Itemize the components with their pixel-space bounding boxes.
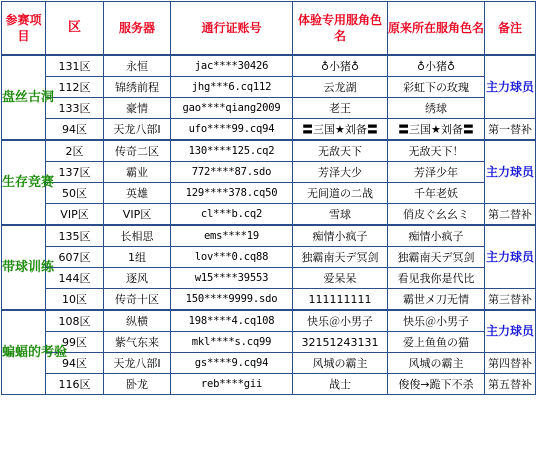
original-role-cell: 爱上鱼鱼の猫 <box>388 332 485 353</box>
trial-role-cell: 快乐＠小男子 <box>293 310 388 332</box>
server-cell: 1组 <box>104 247 171 268</box>
trial-role-cell: 云龙湖 <box>293 77 388 98</box>
trial-role-cell: 风城の霸主 <box>293 353 388 374</box>
account-cell: ufo****99.cq94 <box>171 119 293 141</box>
note-cell: 主力球员 <box>485 225 536 289</box>
trial-role-cell: 爱呆呆 <box>293 268 388 289</box>
note-cell: 第五替补 <box>485 374 536 395</box>
group-name: 带球训练 <box>2 225 46 310</box>
original-role-cell: 无敌天下！ <box>388 140 485 162</box>
note-cell: 第二替补 <box>485 204 536 226</box>
table-row <box>2 268 536 289</box>
table-row <box>2 374 536 395</box>
trial-role-cell: 32151243131 <box>293 332 388 353</box>
account-cell: reb****gii <box>171 374 293 395</box>
original-role-cell: ♁小猪♁ <box>388 55 485 77</box>
note-cell: 主力球员 <box>485 55 536 119</box>
original-role-cell: 千年老妖 <box>388 183 485 204</box>
server-cell: 传奇十区 <box>104 289 171 311</box>
account-cell: cl***b.cq2 <box>171 204 293 226</box>
header-area: 区 <box>46 2 104 56</box>
account-cell: jac****30426 <box>171 55 293 77</box>
group-name: 盘丝古洞 <box>2 55 46 140</box>
table-row <box>2 225 536 247</box>
original-role-cell: 看见我你是代比 <box>388 268 485 289</box>
area-cell: 131区 <box>46 55 104 77</box>
account-cell: 150****9999.sdo <box>171 289 293 311</box>
area-cell: 94区 <box>46 119 104 141</box>
original-role-cell: 彩虹下の玫瑰 <box>388 77 485 98</box>
original-role-cell: 俏皮ぐ幺幺ミ <box>388 204 485 226</box>
original-role-cell: 〓三国★刘备〓 <box>388 119 485 141</box>
original-role-cell: 独霸南天デ冥剑 <box>388 247 485 268</box>
trial-role-cell: 独霸南天デ冥剑 <box>293 247 388 268</box>
area-cell: 99区 <box>46 332 104 353</box>
original-role-cell: 绣球 <box>388 98 485 119</box>
server-cell: 永恒 <box>104 55 171 77</box>
account-cell: 198****4.cq108 <box>171 310 293 332</box>
table-row <box>2 183 536 204</box>
note-cell: 主力球员 <box>485 140 536 204</box>
server-cell: 天龙八部Ⅰ <box>104 119 171 141</box>
area-cell: 94区 <box>46 353 104 374</box>
group-name: 生存竞赛 <box>2 140 46 225</box>
area-cell: 50区 <box>46 183 104 204</box>
account-cell: 130****125.cq2 <box>171 140 293 162</box>
server-cell: 天龙八部Ⅰ <box>104 353 171 374</box>
note-cell: 第一替补 <box>485 119 536 141</box>
trial-role-cell: ♁小猪♁ <box>293 55 388 77</box>
trial-role-cell: 雪球 <box>293 204 388 226</box>
table-row <box>2 77 536 98</box>
header-row <box>2 2 536 56</box>
account-cell: w15****39553 <box>171 268 293 289</box>
table-row <box>2 98 536 119</box>
account-cell: jhg***6.cq112 <box>171 77 293 98</box>
header-group: 参赛项目 <box>2 2 46 56</box>
server-cell: 卧龙 <box>104 374 171 395</box>
account-cell: gao****qiang2009 <box>171 98 293 119</box>
trial-role-cell: 战士 <box>293 374 388 395</box>
area-cell: 10区 <box>46 289 104 311</box>
area-cell: 112区 <box>46 77 104 98</box>
trial-role-cell: 老王 <box>293 98 388 119</box>
server-cell: 纵横 <box>104 310 171 332</box>
area-cell: 137区 <box>46 162 104 183</box>
area-cell: 2区 <box>46 140 104 162</box>
area-cell: 108区 <box>46 310 104 332</box>
table-row <box>2 332 536 353</box>
area-cell: 144区 <box>46 268 104 289</box>
header-note: 备注 <box>485 2 536 56</box>
team-roster-table <box>1 1 536 395</box>
account-cell: 129****378.cq50 <box>171 183 293 204</box>
header-original-role: 原来所在服角色名 <box>388 2 485 56</box>
header-trial-role: 体验专用服角色名 <box>293 2 388 56</box>
trial-role-cell: 痴情小疯子 <box>293 225 388 247</box>
account-cell: mkl****s.cq99 <box>171 332 293 353</box>
trial-role-cell: 〓三国★刘备〓 <box>293 119 388 141</box>
account-cell: lov***0.cq88 <box>171 247 293 268</box>
trial-role-cell: 无间道の二战 <box>293 183 388 204</box>
account-cell: ems****19 <box>171 225 293 247</box>
table-row <box>2 289 536 311</box>
table-row <box>2 140 536 162</box>
server-cell: 霸业 <box>104 162 171 183</box>
table-row <box>2 119 536 141</box>
header-account: 通行证账号 <box>171 2 293 56</box>
original-role-cell: 快乐＠小男子 <box>388 310 485 332</box>
note-cell: 第四替补 <box>485 353 536 374</box>
server-cell: 长相思 <box>104 225 171 247</box>
server-cell: 豪情 <box>104 98 171 119</box>
server-cell: 紫气东来 <box>104 332 171 353</box>
account-cell: gs****9.cq94 <box>171 353 293 374</box>
table-row <box>2 353 536 374</box>
trial-role-cell: 芳泽大少 <box>293 162 388 183</box>
server-cell: 传奇二区 <box>104 140 171 162</box>
server-cell: 逐风 <box>104 268 171 289</box>
note-cell: 主力球员 <box>485 310 536 353</box>
server-cell: VIP区 <box>104 204 171 226</box>
area-cell: 116区 <box>46 374 104 395</box>
account-cell: 772****87.sdo <box>171 162 293 183</box>
table-row <box>2 247 536 268</box>
trial-role-cell: 111111111 <box>293 289 388 311</box>
area-cell: 135区 <box>46 225 104 247</box>
original-role-cell: 俊俊→跪下不杀 <box>388 374 485 395</box>
original-role-cell: 霸世メ刀无情 <box>388 289 485 311</box>
table-row <box>2 55 536 77</box>
header-server: 服务器 <box>104 2 171 56</box>
server-cell: 英雄 <box>104 183 171 204</box>
group-name: 蝙蝠的考验 <box>2 310 46 395</box>
table-row <box>2 310 536 332</box>
table-row <box>2 162 536 183</box>
server-cell: 锦绣前程 <box>104 77 171 98</box>
area-cell: 133区 <box>46 98 104 119</box>
area-cell: VIP区 <box>46 204 104 226</box>
original-role-cell: 痴情小疯子 <box>388 225 485 247</box>
note-cell: 第三替补 <box>485 289 536 311</box>
area-cell: 607区 <box>46 247 104 268</box>
table-row <box>2 204 536 226</box>
original-role-cell: 芳泽少年 <box>388 162 485 183</box>
original-role-cell: 风城の霸主 <box>388 353 485 374</box>
trial-role-cell: 无敌天下 <box>293 140 388 162</box>
